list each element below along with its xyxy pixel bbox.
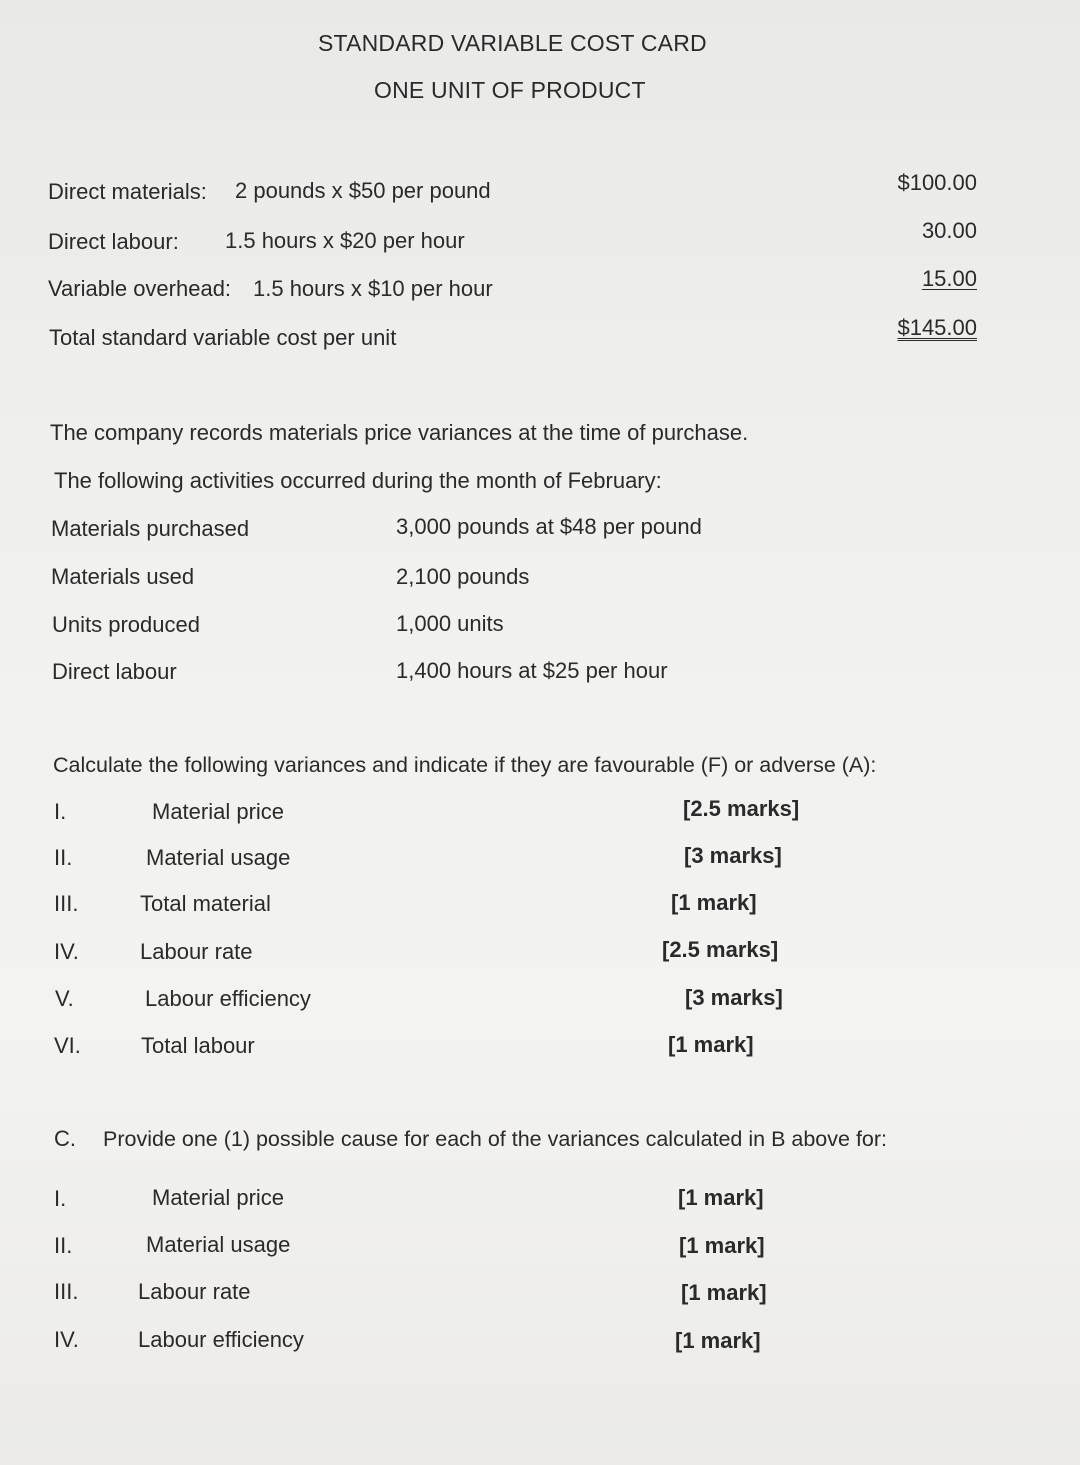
item-label: Labour rate	[140, 939, 253, 964]
item-label: Total labour	[141, 1033, 255, 1058]
item-marks: [1 mark]	[671, 890, 757, 915]
activity-label: Materials purchased	[51, 516, 250, 541]
cost-row-amount: 15.00	[921, 266, 977, 291]
item-marks: [1 mark]	[679, 1233, 765, 1258]
item-number: I.	[54, 799, 67, 824]
item-number: IV.	[54, 1327, 79, 1352]
item-label: Material usage	[146, 1232, 291, 1257]
item-label: Labour efficiency	[138, 1327, 304, 1352]
item-number: VI.	[54, 1033, 81, 1058]
item-marks: [1 mark]	[668, 1032, 754, 1057]
activity-label: Materials used	[51, 564, 195, 589]
cost-row-label: Direct materials:	[48, 179, 207, 204]
item-marks: [2.5 marks]	[662, 937, 779, 962]
item-label: Material usage	[146, 845, 291, 870]
cost-row-amount: $100.00	[897, 170, 977, 195]
cost-row-detail: 1.5 hours x $10 per hour	[253, 276, 493, 301]
item-label: Labour efficiency	[145, 986, 311, 1011]
item-marks: [3 marks]	[685, 985, 783, 1010]
document-title: STANDARD VARIABLE COST CARD	[318, 30, 707, 56]
part-c-letter: C.	[54, 1126, 76, 1151]
activity-value: 1,000 units	[396, 611, 504, 636]
item-number: I.	[54, 1186, 67, 1211]
cost-row-label: Variable overhead:	[48, 276, 232, 301]
item-label: Material price	[152, 1185, 285, 1210]
item-marks: [2.5 marks]	[683, 796, 800, 821]
intro-line-2: The following activities occurred during the month of February:	[54, 468, 662, 493]
part-b-instruction: Calculate the following variances and indicate if they are favourable (F) or adverse (A):	[53, 753, 877, 777]
item-label: Total material	[140, 891, 271, 916]
cost-total-amount: $145.00	[897, 315, 977, 340]
cost-total-label: Total standard variable cost per unit	[49, 325, 397, 350]
item-number: II.	[54, 1233, 73, 1258]
activity-value: 2,100 pounds	[396, 564, 530, 589]
item-label: Material price	[152, 799, 285, 824]
part-c-instruction: Provide one (1) possible cause for each of the variances calculated in B above for:	[103, 1127, 888, 1151]
item-marks: [3 marks]	[684, 843, 782, 868]
document-subtitle: ONE UNIT OF PRODUCT	[374, 77, 646, 103]
cost-row-amount: 30.00	[921, 218, 977, 243]
cost-row-label: Direct labour:	[48, 229, 179, 254]
item-marks: [1 mark]	[675, 1328, 761, 1353]
activity-label: Direct labour	[52, 659, 177, 684]
item-number: III.	[54, 891, 79, 916]
cost-row-detail: 1.5 hours x $20 per hour	[225, 228, 465, 253]
item-number: V.	[55, 986, 74, 1011]
activity-value: 3,000 pounds at $48 per pound	[396, 514, 702, 539]
item-marks: [1 mark]	[681, 1280, 767, 1305]
item-number: III.	[54, 1279, 79, 1304]
activity-value: 1,400 hours at $25 per hour	[396, 658, 668, 683]
item-marks: [1 mark]	[678, 1185, 764, 1210]
activity-label: Units produced	[52, 612, 200, 637]
item-number: IV.	[54, 939, 79, 964]
intro-line-1: The company records materials price variances at the time of purchase.	[50, 420, 749, 445]
item-number: II.	[54, 845, 73, 870]
cost-row-detail: 2 pounds x $50 per pound	[235, 178, 491, 203]
item-label: Labour rate	[138, 1279, 251, 1304]
